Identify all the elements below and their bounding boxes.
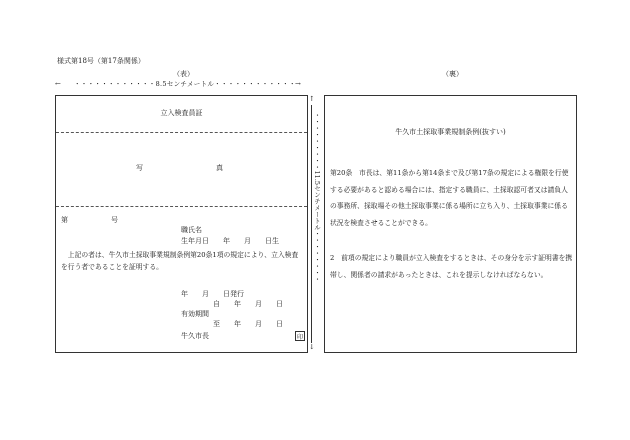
validity-label: 有効期間: [181, 310, 209, 318]
number-prefix: 第: [61, 216, 68, 224]
photo-label-2: 真: [216, 164, 223, 172]
card-title: 立入検査員証: [160, 109, 203, 117]
official-seal-stamp: [295, 331, 305, 341]
issue-date-line: 年 月 日発行: [181, 290, 244, 298]
back-title: 牛久市土採取事業規制条例(抜すい): [395, 128, 506, 136]
width-dimension-label: ・・・・・・・・・・・・8.5センチメートル・・・・・・・・・・・・: [74, 80, 296, 88]
photo-divider: [56, 206, 307, 207]
validity-from: 自 年 月 日: [213, 300, 283, 308]
name-label: 職氏名: [181, 226, 202, 234]
article-20-paragraph-1: 第20条 市長は、第11条から第14条まで及び第17条の規定による権限を行使する必要があると認める場合には、指定する職員に、土採取認可者又は請負人の事務所、採取場その他土採取事業に係る場所に立ち入り、土採取事業に係る状況を検査させることができる。: [330, 169, 569, 227]
front-card: [55, 95, 308, 353]
birth-date-line: 生年月日 年 月 日生: [181, 237, 279, 245]
height-arrow-down-icon: ↓: [309, 343, 315, 351]
height-dimension-label: ・・・・・・・・・11.5センチメートル・・・・・・・・: [313, 112, 321, 283]
form-number-label: 様式第18号（第17条関係）: [57, 57, 145, 65]
seal-char: 印: [296, 333, 303, 341]
title-divider: [56, 132, 307, 133]
photo-label-1: 写: [136, 164, 143, 172]
back-card: [324, 95, 577, 353]
front-side-label: （表）: [173, 70, 194, 78]
width-arrow-right-icon: →: [295, 80, 301, 88]
certification-text: 上記の者は、牛久市土採取事業規制条例第20条1項の規定により、立入検査を行う者であることを証明する。: [61, 251, 299, 271]
mayor-label: 牛久市長: [181, 332, 209, 340]
back-side-label: （裏）: [442, 70, 463, 78]
number-suffix: 号: [111, 216, 118, 224]
width-arrow-left-icon: ←: [55, 80, 61, 88]
height-arrow-up-icon: ↑: [309, 95, 315, 103]
article-20-paragraph-2: 2 前項の規定により職員が立入検査をするときは、その身分を示す証明書を携帯し、関係者の請求があったときは、これを提示しなければならない。: [330, 254, 573, 279]
height-dimension-line: [311, 105, 312, 343]
validity-to: 至 年 月 日: [213, 320, 283, 328]
